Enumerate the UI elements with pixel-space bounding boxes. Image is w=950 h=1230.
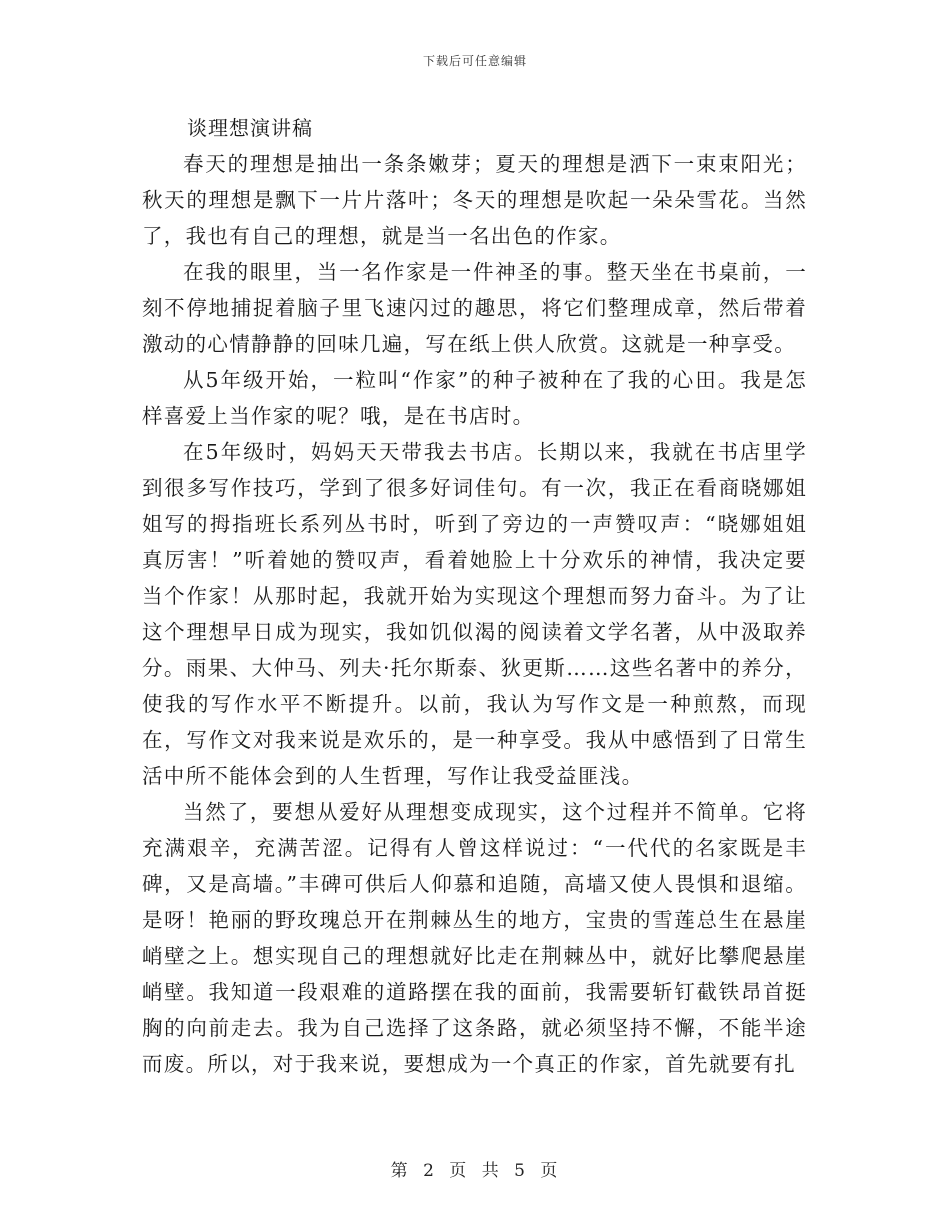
page-number: 第 2 页 共 5 页 xyxy=(390,1161,560,1181)
document-title: 谈理想演讲稿 xyxy=(187,116,313,140)
paragraph: 当然了，要想从爱好从理想变成现实，这个过程并不简单。它将充满艰辛，充满苦涩。记得有人曾这样说过：“一代代的名家既是丰碑，又是高墙。”丰碑可供后人仰慕和追随，高墙又使人畏惧和退缩。是呀！艳丽的野玫瑰总开在荆棘丛生的地方，宝贵的雪莲总生在悬崖峭壁之上。想实现自己的理想就好比走在荆棘丛中，就好比攀爬悬崖峭壁。我知道一段艰难的道路摆在我的面前，我需要斩钉截铁昂首挺胸的向前走去。我为自己选择了这条路，就必须坚持不懈，不能半途而废。所以，对于我来说，要想成为一个真正的作家，首先就要有扎 xyxy=(142,800,807,1076)
paragraph: 从5年级开始，一粒叫“作家”的种子被种在了我的心田。我是怎样喜爱上当作家的呢？哦，是在书店时。 xyxy=(142,368,807,428)
page-header: 下载后可任意编辑 xyxy=(422,54,527,68)
paragraph: 在5年级时，妈妈天天带我去书店。长期以来，我就在书店里学到很多写作技巧，学到了很多好词佳句。有一次，我正在看商晓娜姐姐写的拇指班长系列丛书时，听到了旁边的一声赞叹声：“晓娜姐姐真厉害！”听着她的赞叹声，看着她脸上十分欢乐的神情，我决定要当个作家！从那时起，我就开始为实现这个理想而努力奋斗。为了让这个理想早日成为现实，我如饥似渴的阅读着文学名著，从中汲取养分。雨果、大仲马、列夫·托尔斯泰、狄更斯……这些名著中的养分，使我的写作水平不断提升。以前，我认为写作文是一种煎熬，而现在，写作文对我来说是欢乐的，是一种享受。我从中感悟到了日常生活中所不能体会到的人生哲理，写作让我受益匪浅。 xyxy=(142,440,807,788)
paragraph: 在我的眼里，当一名作家是一件神圣的事。整天坐在书桌前，一刻不停地捕捉着脑子里飞速闪过的趣思，将它们整理成章，然后带着激动的心情静静的回味几遍，写在纸上供人欣赏。这就是一种享受。 xyxy=(142,260,807,356)
paragraph: 春天的理想是抽出一条条嫩芽；夏天的理想是洒下一束束阳光；秋天的理想是飘下一片片落叶；冬天的理想是吹起一朵朵雪花。当然了，我也有自己的理想，就是当一名出色的作家。 xyxy=(142,152,807,248)
document-body xyxy=(142,146,807,1082)
